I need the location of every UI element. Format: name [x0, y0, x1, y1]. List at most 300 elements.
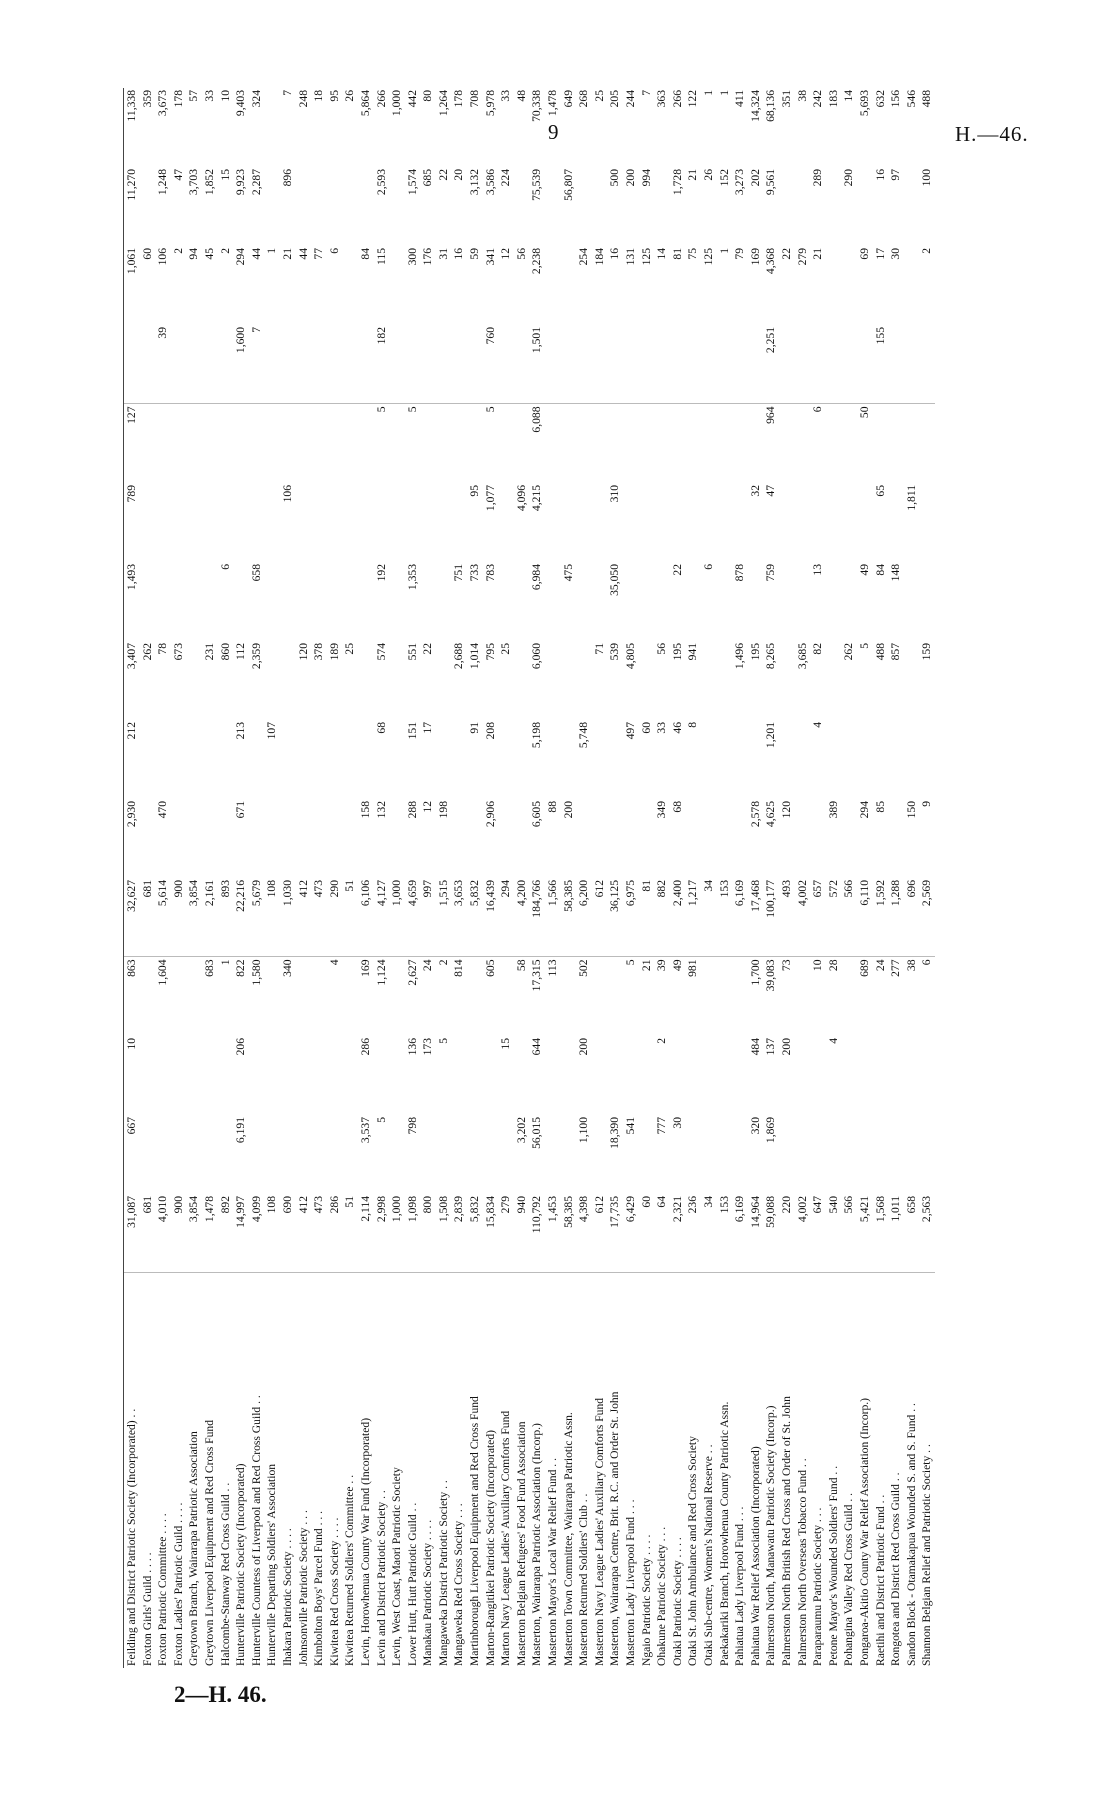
- amount-cell: 59: [468, 248, 482, 260]
- amount-cell: 153: [717, 1194, 733, 1273]
- amount-cell: 64: [654, 1194, 670, 1273]
- amount-cell: [841, 799, 857, 878]
- document-reference: H.—46.: [955, 122, 1029, 146]
- amount-cell: [327, 167, 343, 246]
- amount-cell: [436, 562, 452, 641]
- amount-cell: [841, 404, 857, 483]
- amount-cell: [514, 404, 530, 483]
- amount-cell: 1,000: [390, 90, 404, 117]
- amount-cell: 136: [405, 1038, 419, 1056]
- amount-cell: 20: [452, 169, 466, 181]
- amount-cell: 17: [421, 722, 435, 734]
- amount-cell: [888, 483, 904, 562]
- amount-cell: 6,088: [530, 406, 544, 433]
- amount-cell: 200: [624, 169, 637, 187]
- amount-cell: [218, 1036, 234, 1115]
- amount-cell: [779, 641, 795, 720]
- amount-cell: 58,385: [561, 878, 577, 957]
- amount-cell: [218, 799, 234, 878]
- amount-cell: [623, 483, 639, 562]
- amount-cell: [717, 483, 733, 562]
- amount-cell: [654, 325, 670, 404]
- amount-cell: 110,792: [529, 1194, 545, 1273]
- amount-cell: 286: [327, 1194, 343, 1273]
- amount-cell: [389, 562, 405, 641]
- table-row: [186, 88, 202, 1668]
- amount-cell: [280, 562, 296, 641]
- amount-cell: 6,200: [576, 878, 592, 957]
- amount-cell: [311, 1115, 327, 1194]
- amount-cell: [202, 1036, 218, 1115]
- amount-cell: [685, 799, 701, 878]
- amount-cell: [545, 562, 561, 641]
- amount-cell: 95: [327, 90, 341, 102]
- amount-cell: [280, 325, 296, 404]
- amount-cell: [701, 720, 717, 799]
- amount-cell: 14,997: [233, 1194, 249, 1273]
- amount-cell: 546: [904, 90, 918, 108]
- amount-cell: 696: [904, 878, 920, 957]
- amount-cell: [264, 88, 280, 167]
- amount-cell: [498, 483, 514, 562]
- amount-cell: [420, 325, 436, 404]
- amount-cell: [498, 562, 514, 641]
- amount-cell: 1,077: [483, 485, 497, 512]
- amount-cell: [748, 720, 764, 799]
- amount-cell: 16: [873, 169, 887, 181]
- amount-cell: 189: [327, 643, 341, 661]
- table-row: [342, 88, 358, 1668]
- amount-cell: [748, 325, 764, 404]
- amount-cell: 18,390: [608, 1117, 622, 1149]
- table-row: [545, 88, 561, 1668]
- amount-cell: 254: [577, 248, 591, 266]
- amount-cell: 30: [670, 1117, 684, 1129]
- amount-cell: [888, 1115, 904, 1194]
- amount-cell: 1,566: [545, 878, 561, 957]
- amount-cell: 34: [701, 1194, 717, 1273]
- amount-cell: 277: [889, 959, 903, 977]
- table-row: [218, 88, 234, 1668]
- amount-cell: [249, 404, 265, 483]
- amount-cell: 378: [312, 643, 326, 661]
- amount-cell: [171, 1115, 187, 1194]
- amount-cell: 73: [779, 959, 793, 972]
- amount-cell: 91: [468, 722, 482, 734]
- amount-cell: 2,578: [748, 801, 762, 828]
- amount-cell: [327, 483, 343, 562]
- amount-cell: 16: [452, 248, 466, 260]
- fund-name-cell: Pohangina Valley Red Cross Guild . .: [842, 1492, 856, 1666]
- amount-cell: 200: [577, 1038, 591, 1056]
- amount-cell: [264, 562, 280, 641]
- amount-cell: [140, 483, 156, 562]
- amount-cell: [451, 799, 467, 878]
- amount-cell: [358, 641, 374, 720]
- table-row: [685, 88, 701, 1668]
- amount-cell: 5,978: [483, 90, 497, 117]
- amount-cell: 4: [327, 959, 341, 966]
- amount-cell: 49: [670, 959, 684, 972]
- amount-cell: [919, 483, 935, 562]
- amount-cell: 6,169: [732, 878, 748, 957]
- amount-cell: 7: [280, 90, 294, 96]
- amount-cell: 658: [249, 564, 263, 582]
- amount-cell: 21: [280, 248, 294, 260]
- amount-cell: 541: [624, 1117, 637, 1135]
- amount-cell: [795, 562, 811, 641]
- amount-cell: [327, 325, 343, 404]
- amount-cell: 24: [873, 959, 887, 972]
- amount-cell: 500: [608, 169, 622, 187]
- amount-cell: [389, 799, 405, 878]
- amount-cell: [795, 799, 811, 878]
- amount-cell: 2: [920, 248, 934, 254]
- amount-cell: 1,014: [468, 643, 482, 670]
- amount-cell: 685: [421, 169, 435, 187]
- amount-cell: [701, 799, 717, 878]
- amount-cell: 11,270: [124, 167, 140, 246]
- amount-cell: 649: [561, 90, 575, 108]
- fund-name-cell: Halcombe-Stanway Red Cross Guild . .: [218, 1482, 232, 1666]
- amount-cell: [592, 799, 608, 878]
- amount-cell: 108: [264, 1194, 280, 1273]
- fund-name-cell: Lower Hutt, Hutt Patriotic Guild . .: [405, 1502, 419, 1666]
- fund-name-cell: Ohakune Patriotic Society . . .: [655, 1526, 669, 1666]
- amount-cell: [841, 720, 857, 799]
- amount-cell: [218, 720, 234, 799]
- amount-cell: [639, 799, 655, 878]
- amount-cell: 107: [265, 722, 279, 740]
- amount-cell: 9,403: [234, 90, 248, 117]
- amount-cell: [576, 483, 592, 562]
- amount-cell: 4,002: [795, 1194, 811, 1273]
- amount-cell: [436, 641, 452, 720]
- amount-cell: 69: [857, 248, 871, 260]
- amount-cell: [623, 404, 639, 483]
- amount-cell: [467, 1115, 483, 1194]
- amount-cell: 6,110: [857, 878, 873, 957]
- amount-cell: [498, 325, 514, 404]
- amount-cell: 1,000: [389, 1194, 405, 1273]
- amount-cell: [810, 1036, 826, 1115]
- amount-cell: 9: [920, 801, 934, 807]
- amount-cell: [545, 404, 561, 483]
- amount-cell: 82: [811, 643, 825, 655]
- amount-cell: [389, 1036, 405, 1115]
- amount-cell: 3,703: [187, 169, 201, 196]
- fund-name-cell: Pahiatua Lady Liverpool Fund . . .: [733, 1506, 747, 1666]
- amount-cell: 279: [795, 248, 809, 266]
- amount-cell: 667: [124, 1115, 140, 1194]
- fund-name-cell: Masterton Mayor's Local War Relief Fund . .: [546, 1458, 560, 1666]
- fund-name-cell: Foxton Ladies' Patriotic Guild . . . .: [171, 1502, 185, 1666]
- amount-cell: 244: [624, 90, 637, 108]
- amount-cell: 1,453: [545, 1194, 561, 1273]
- amount-cell: 26: [701, 169, 715, 181]
- amount-cell: [280, 404, 296, 483]
- amount-cell: 10: [124, 1036, 140, 1115]
- table-row: [607, 88, 623, 1668]
- amount-cell: [685, 325, 701, 404]
- amount-cell: 1: [717, 248, 731, 254]
- fund-name-cell: Palmerston North Overseas Tobacco Fund . .: [795, 1458, 809, 1666]
- amount-cell: [732, 483, 748, 562]
- amount-cell: 262: [140, 643, 154, 661]
- amount-cell: [717, 957, 733, 1036]
- amount-cell: 17,468: [748, 878, 764, 957]
- amount-cell: [374, 1036, 390, 1115]
- amount-cell: [264, 1115, 280, 1194]
- amount-cell: [451, 1115, 467, 1194]
- amount-cell: 17,735: [607, 1194, 623, 1273]
- amount-cell: [592, 1036, 608, 1115]
- amount-cell: 112: [234, 643, 248, 660]
- table-row: [389, 88, 405, 1668]
- amount-cell: [186, 325, 202, 404]
- amount-cell: [732, 957, 748, 1036]
- amount-cell: 5: [436, 1038, 450, 1044]
- amount-cell: 2,593: [374, 169, 388, 196]
- amount-cell: [140, 799, 156, 878]
- amount-cell: [545, 720, 561, 799]
- amount-cell: 56,015: [530, 1117, 544, 1149]
- amount-cell: [498, 1115, 514, 1194]
- amount-cell: [904, 1036, 920, 1115]
- amount-cell: [171, 562, 187, 641]
- amount-cell: [545, 167, 561, 246]
- page-number: 9: [548, 120, 559, 144]
- amount-cell: 294: [498, 878, 514, 957]
- amount-cell: [904, 167, 920, 246]
- amount-cell: 488: [920, 90, 934, 108]
- amount-cell: 475: [561, 564, 575, 582]
- amount-cell: 488: [873, 643, 887, 661]
- amount-cell: 4,010: [155, 1194, 171, 1273]
- table-row: [623, 88, 639, 1668]
- amount-cell: [670, 483, 686, 562]
- amount-cell: 137: [764, 1038, 778, 1056]
- amount-cell: 473: [311, 878, 327, 957]
- amount-cell: 657: [810, 878, 826, 957]
- fund-name-cell: Foxton Patriotic Committee . . . .: [156, 1513, 170, 1666]
- amount-cell: 6,984: [530, 564, 544, 591]
- amount-cell: 4: [826, 1038, 840, 1044]
- amount-cell: [311, 325, 327, 404]
- amount-cell: 324: [249, 90, 263, 108]
- table-row: [171, 88, 187, 1668]
- amount-cell: 4,805: [624, 643, 637, 670]
- amount-cell: 115: [374, 248, 388, 265]
- amount-cell: [873, 1115, 889, 1194]
- fund-name-cell: Masterton Town Committee, Wairarapa Patriotic Assn.: [561, 1412, 575, 1666]
- amount-cell: [202, 483, 218, 562]
- amount-cell: 94: [187, 248, 201, 260]
- amount-cell: [826, 1115, 842, 1194]
- amount-cell: 51: [342, 878, 358, 957]
- fund-name-cell: Palmerston North British Red Cross and Order of St. John: [779, 1396, 793, 1666]
- amount-cell: [904, 246, 920, 325]
- amount-cell: [607, 957, 623, 1036]
- amount-cell: [514, 641, 530, 720]
- amount-cell: [623, 799, 639, 878]
- amount-cell: [467, 1036, 483, 1115]
- amount-cell: [732, 720, 748, 799]
- table-row: [327, 88, 343, 1668]
- amount-cell: 3,685: [795, 643, 809, 670]
- amount-cell: 100,177: [763, 878, 779, 957]
- amount-cell: [888, 404, 904, 483]
- amount-cell: [732, 325, 748, 404]
- amount-cell: [561, 957, 577, 1036]
- amount-cell: 1: [218, 959, 232, 966]
- amount-cell: 1,592: [873, 878, 889, 957]
- amount-cell: [779, 404, 795, 483]
- amount-cell: [280, 720, 296, 799]
- amount-cell: 84: [358, 248, 372, 260]
- amount-cell: [327, 1036, 343, 1115]
- amount-cell: 6,191: [234, 1117, 248, 1144]
- amount-cell: [654, 483, 670, 562]
- amount-cell: 14: [655, 248, 669, 260]
- amount-cell: 202: [748, 169, 762, 187]
- amount-cell: 231: [202, 643, 216, 661]
- amount-cell: 493: [779, 878, 795, 957]
- table-row: [374, 88, 390, 1668]
- amount-cell: [779, 1115, 795, 1194]
- amount-cell: 212: [124, 720, 140, 799]
- amount-cell: 22: [779, 248, 793, 260]
- amount-cell: 7: [639, 90, 653, 96]
- amount-cell: 262: [842, 643, 856, 661]
- amount-cell: 798: [405, 1117, 419, 1135]
- amount-cell: 892: [218, 1194, 234, 1273]
- amount-cell: [202, 799, 218, 878]
- amount-cell: 1,568: [873, 1194, 889, 1273]
- amount-cell: 106: [280, 485, 294, 503]
- amount-cell: 26: [343, 90, 357, 102]
- fund-name-cell: Kiwitea Returned Soldiers' Committee . .: [343, 1474, 357, 1666]
- amount-cell: 3,586: [483, 169, 497, 196]
- amount-cell: 206: [234, 1038, 248, 1056]
- amount-cell: 46: [670, 722, 684, 734]
- amount-cell: 681: [140, 878, 156, 957]
- amount-cell: [451, 325, 467, 404]
- amount-cell: [685, 1036, 701, 1115]
- amount-cell: 279: [498, 1194, 514, 1273]
- amount-cell: [420, 404, 436, 483]
- amount-cell: 22: [670, 564, 684, 576]
- amount-cell: 673: [171, 643, 185, 661]
- amount-cell: 4,659: [405, 878, 421, 957]
- amount-cell: 100: [920, 169, 934, 187]
- amount-cell: 6,605: [530, 801, 544, 828]
- amount-cell: 5,748: [577, 722, 591, 749]
- amount-cell: 213: [234, 722, 248, 740]
- amount-cell: [498, 404, 514, 483]
- fund-name-cell: Shannon Belgian Relief and Patriotic Society . .: [920, 1444, 934, 1666]
- amount-cell: 359: [140, 90, 154, 108]
- fund-name-cell: Pahiatua War Relief Association (Incorporated): [748, 1446, 762, 1666]
- amount-cell: [420, 562, 436, 641]
- amount-cell: 12: [421, 801, 435, 813]
- amount-cell: 58: [514, 959, 528, 972]
- amount-cell: [342, 325, 358, 404]
- amount-cell: [779, 483, 795, 562]
- amount-cell: [607, 325, 623, 404]
- amount-cell: [140, 720, 156, 799]
- amount-cell: 605: [483, 959, 497, 977]
- amount-cell: 21: [811, 248, 825, 260]
- amount-cell: 113: [546, 959, 560, 977]
- amount-cell: 1,811: [904, 485, 918, 511]
- amount-cell: 2,998: [374, 1194, 390, 1273]
- table-row: [296, 88, 312, 1668]
- table-row: [202, 88, 218, 1668]
- amount-cell: [779, 167, 795, 246]
- amount-cell: 2,238: [530, 248, 544, 275]
- amount-cell: 2: [218, 248, 232, 254]
- amount-cell: [233, 483, 249, 562]
- amount-cell: 15,834: [483, 1194, 499, 1273]
- fund-name-cell: Greytown Branch, Wairarapa Patriotic Association: [187, 1431, 201, 1666]
- amount-cell: 4,200: [514, 878, 530, 957]
- amount-cell: 106: [156, 248, 170, 266]
- footer-reference: 2—H. 46.: [174, 1682, 267, 1707]
- amount-cell: [904, 404, 920, 483]
- amount-cell: [389, 1115, 405, 1194]
- amount-cell: [904, 1115, 920, 1194]
- amount-cell: [701, 483, 717, 562]
- amount-cell: [264, 404, 280, 483]
- amount-cell: [296, 1115, 312, 1194]
- amount-cell: [342, 562, 358, 641]
- amount-cell: 288: [405, 801, 419, 819]
- amount-cell: [576, 325, 592, 404]
- amount-cell: 290: [842, 169, 856, 187]
- amount-cell: 863: [124, 957, 140, 1036]
- amount-cell: [873, 1036, 889, 1115]
- amount-cell: [140, 167, 156, 246]
- amount-cell: 6: [218, 564, 232, 570]
- amount-cell: 789: [124, 483, 140, 562]
- amount-cell: [311, 404, 327, 483]
- amount-cell: [873, 720, 889, 799]
- amount-cell: 45: [202, 248, 216, 260]
- amount-cell: 566: [841, 1194, 857, 1273]
- amount-cell: [701, 1115, 717, 1194]
- amount-cell: 389: [826, 801, 840, 819]
- amount-cell: 2,563: [919, 1194, 935, 1273]
- amount-cell: [358, 483, 374, 562]
- amount-cell: [795, 483, 811, 562]
- amount-cell: 411: [733, 90, 747, 107]
- amount-cell: 173: [421, 1038, 435, 1056]
- amount-cell: [514, 1036, 530, 1115]
- amount-cell: 268: [577, 90, 591, 108]
- fund-name-cell: Palmerston North, Manawatu Patriotic Society (Incorp.): [764, 1405, 778, 1666]
- amount-cell: 58,385: [561, 1194, 577, 1273]
- amount-cell: [327, 799, 343, 878]
- table-row: [654, 88, 670, 1668]
- amount-cell: 68,136: [764, 90, 778, 122]
- amount-cell: 964: [764, 406, 778, 424]
- amount-cell: 795: [483, 643, 497, 661]
- amount-cell: 39,083: [764, 959, 778, 992]
- amount-cell: 5,198: [530, 722, 544, 749]
- amount-cell: 120: [296, 643, 310, 661]
- amount-cell: 1,478: [202, 1194, 218, 1273]
